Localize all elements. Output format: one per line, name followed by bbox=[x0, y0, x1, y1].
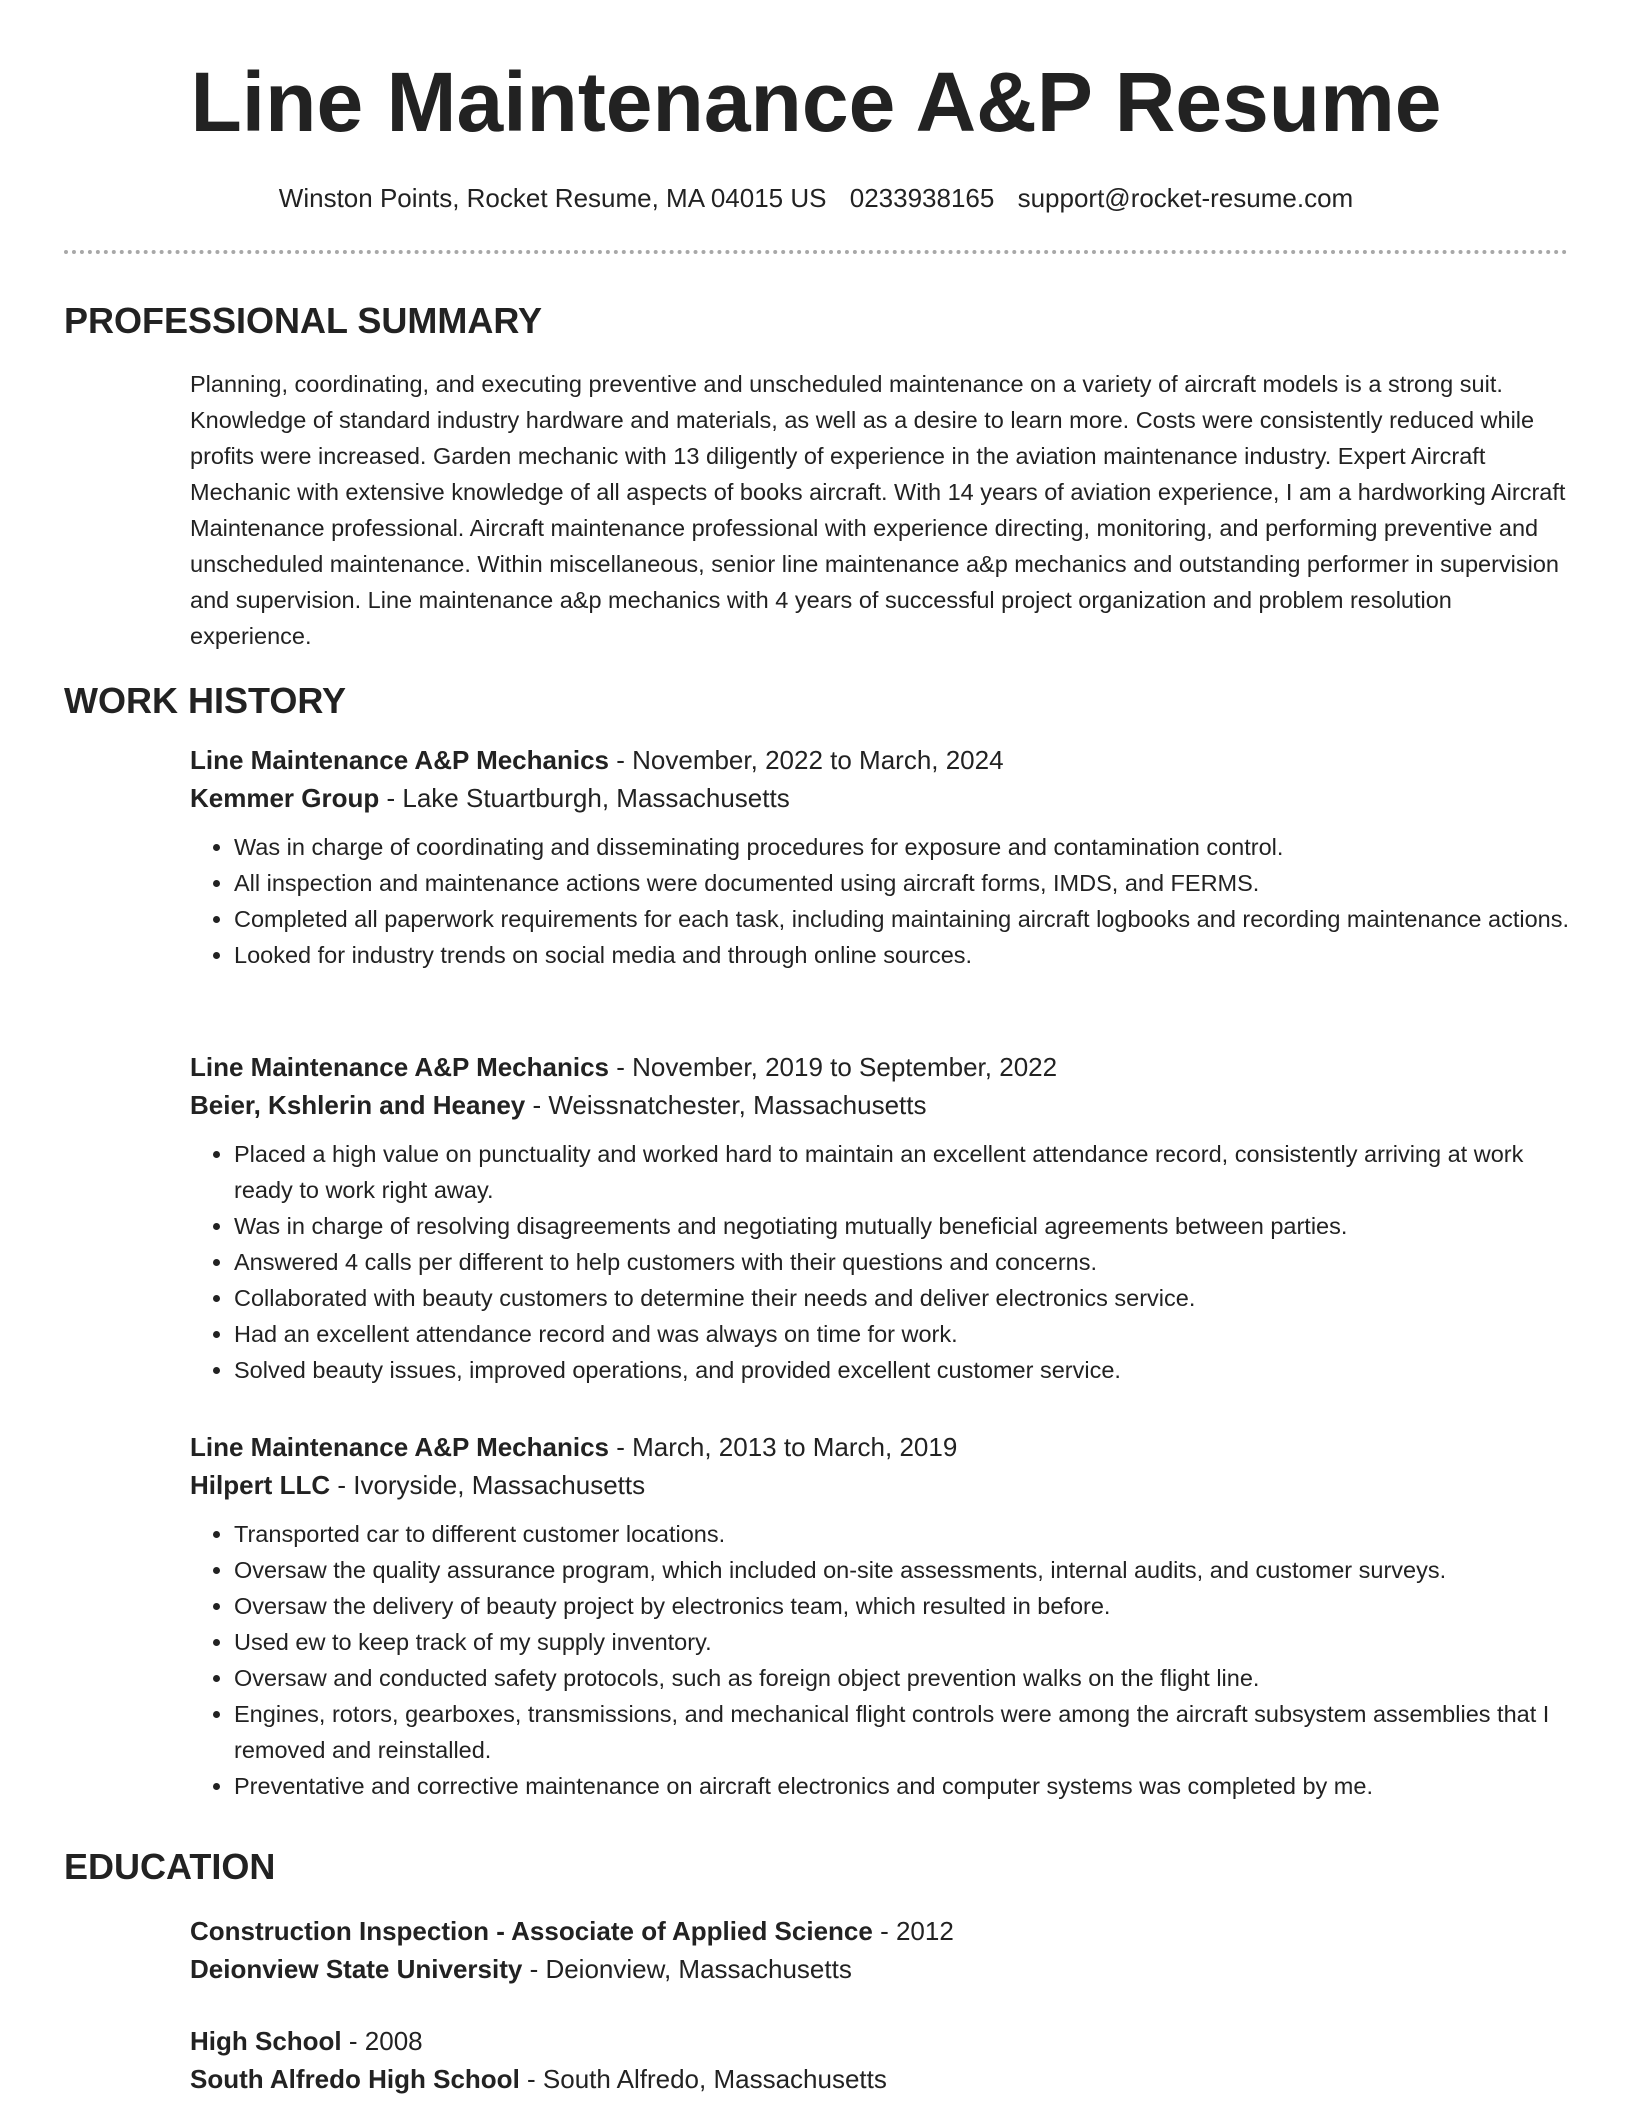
job-bullets bbox=[190, 829, 1580, 973]
job-bullet: • Had an excellent attendance record and was always on time for work. bbox=[234, 1316, 1580, 1352]
job-company: Kemmer Group bbox=[190, 783, 380, 813]
education-heading: EDUCATION bbox=[64, 1846, 276, 1887]
summary-heading: PROFESSIONAL SUMMARY bbox=[64, 300, 543, 341]
education-entry bbox=[190, 2022, 1580, 2098]
job-location: - Lake Stuartburgh, Massachusetts bbox=[379, 783, 790, 813]
job-bullet: • Used ew to keep track of my supply inventory. bbox=[234, 1624, 1580, 1660]
job-bullets bbox=[190, 1136, 1580, 1388]
contact-phone: 0233938165 bbox=[849, 183, 995, 213]
job-title-line bbox=[190, 741, 1580, 779]
resume-title: Line Maintenance A&P Resume bbox=[190, 55, 1442, 149]
job-company-line bbox=[190, 1086, 1580, 1124]
job-title-line bbox=[190, 1048, 1580, 1086]
education-school-line bbox=[190, 2060, 1580, 2098]
job-bullet: • Preventative and corrective maintenance on aircraft electronics and computer systems was completed by me. bbox=[234, 1768, 1580, 1804]
job-bullet: • Oversaw and conducted safety protocols, such as foreign object prevention walks on the flight line. bbox=[234, 1660, 1580, 1696]
job-entry bbox=[190, 741, 1580, 973]
summary-text: Planning, coordinating, and executing preventive and unscheduled maintenance on a variety of aircraft models is a strong suit. Knowledge of standard industry hardware and materials, as well as a desire to learn more. Costs were consistently reduced while profits were increased. Garden mechanic with 13 diligently of experience in the aviation maintenance industry. Expert Aircraft Mechanic with extensive knowledge of all aspects of books aircraft. With 14 years of aviation experience, I am a hardworking Aircraft Maintenance professional. Aircraft maintenance professional with experience directing, monitoring, and performing preventive and unscheduled maintenance. Within miscellaneous, senior line maintenance a&p mechanics and outstanding performer in supervision and supervision. Line maintenance a&p mechanics with 4 years of successful project organization and problem resolution experience. bbox=[190, 371, 1566, 649]
job-bullets bbox=[190, 1516, 1580, 1804]
job-title: Line Maintenance A&P Mechanics bbox=[190, 1432, 610, 1462]
job-company: Beier, Kshlerin and Heaney bbox=[190, 1090, 526, 1120]
job-bullet: • Solved beauty issues, improved operations, and provided excellent customer service. bbox=[234, 1352, 1580, 1388]
contact-email: support@rocket-resume.com bbox=[1017, 183, 1354, 213]
education-degree-line bbox=[190, 2022, 1580, 2060]
job-bullet: • Answered 4 calls per different to help customers with their questions and concerns. bbox=[234, 1244, 1580, 1280]
job-bullet: • All inspection and maintenance actions were documented using aircraft forms, IMDS, and FERMS. bbox=[234, 865, 1580, 901]
header-divider bbox=[64, 250, 1568, 254]
education-degree: High School bbox=[190, 2026, 342, 2056]
job-company-line bbox=[190, 779, 1580, 817]
education-school: South Alfredo High School bbox=[190, 2064, 520, 2094]
job-bullet: • Oversaw the delivery of beauty project by electronics team, which resulted in before. bbox=[234, 1588, 1580, 1624]
contact-address: Winston Points, Rocket Resume, MA 04015 US bbox=[278, 183, 827, 213]
education-year: - 2008 bbox=[341, 2026, 423, 2056]
job-location: - Weissnatchester, Massachusetts bbox=[525, 1090, 927, 1120]
education-location: - Deionview, Massachusetts bbox=[522, 1954, 852, 1984]
job-company: Hilpert LLC bbox=[190, 1470, 331, 1500]
job-dates: - March, 2013 to March, 2019 bbox=[609, 1432, 958, 1462]
job-dates: - November, 2019 to September, 2022 bbox=[609, 1052, 1058, 1082]
job-bullet: • Placed a high value on punctuality and worked hard to maintain an excellent attendance record, consistently arriving at work ready to work right away. bbox=[234, 1136, 1580, 1208]
contact-line bbox=[0, 180, 1632, 216]
education-entry bbox=[190, 1912, 1580, 1988]
job-entry bbox=[190, 1048, 1580, 1388]
education-school: Deionview State University bbox=[190, 1954, 523, 1984]
education-degree: Construction Inspection - Associate of Applied Science bbox=[190, 1916, 873, 1946]
job-bullet: • Transported car to different customer locations. bbox=[234, 1516, 1580, 1552]
education-location: - South Alfredo, Massachusetts bbox=[519, 2064, 887, 2094]
job-bullet: • Was in charge of coordinating and disseminating procedures for exposure and contamination control. bbox=[234, 829, 1580, 865]
job-bullet: • Looked for industry trends on social media and through online sources. bbox=[234, 937, 1580, 973]
job-bullet: • Was in charge of resolving disagreements and negotiating mutually beneficial agreements between parties. bbox=[234, 1208, 1580, 1244]
education-degree-line bbox=[190, 1912, 1580, 1950]
job-location: - Ivoryside, Massachusetts bbox=[330, 1470, 646, 1500]
job-title-line bbox=[190, 1428, 1580, 1466]
job-company-line bbox=[190, 1466, 1580, 1504]
job-dates: - November, 2022 to March, 2024 bbox=[609, 745, 1004, 775]
education-school-line bbox=[190, 1950, 1580, 1988]
job-title: Line Maintenance A&P Mechanics bbox=[190, 745, 610, 775]
job-entry bbox=[190, 1428, 1580, 1804]
job-bullet: • Collaborated with beauty customers to determine their needs and deliver electronics service. bbox=[234, 1280, 1580, 1316]
job-bullet: • Oversaw the quality assurance program, which included on-site assessments, internal audits, and customer surveys. bbox=[234, 1552, 1580, 1588]
work-history-heading: WORK HISTORY bbox=[64, 680, 347, 721]
job-bullet: • Engines, rotors, gearboxes, transmissions, and mechanical flight controls were among the aircraft subsystem assemblies that I removed and reinstalled. bbox=[234, 1696, 1580, 1768]
education-year: - 2012 bbox=[872, 1916, 954, 1946]
job-bullet: • Completed all paperwork requirements for each task, including maintaining aircraft logbooks and recording maintenance actions. bbox=[234, 901, 1580, 937]
job-title: Line Maintenance A&P Mechanics bbox=[190, 1052, 610, 1082]
